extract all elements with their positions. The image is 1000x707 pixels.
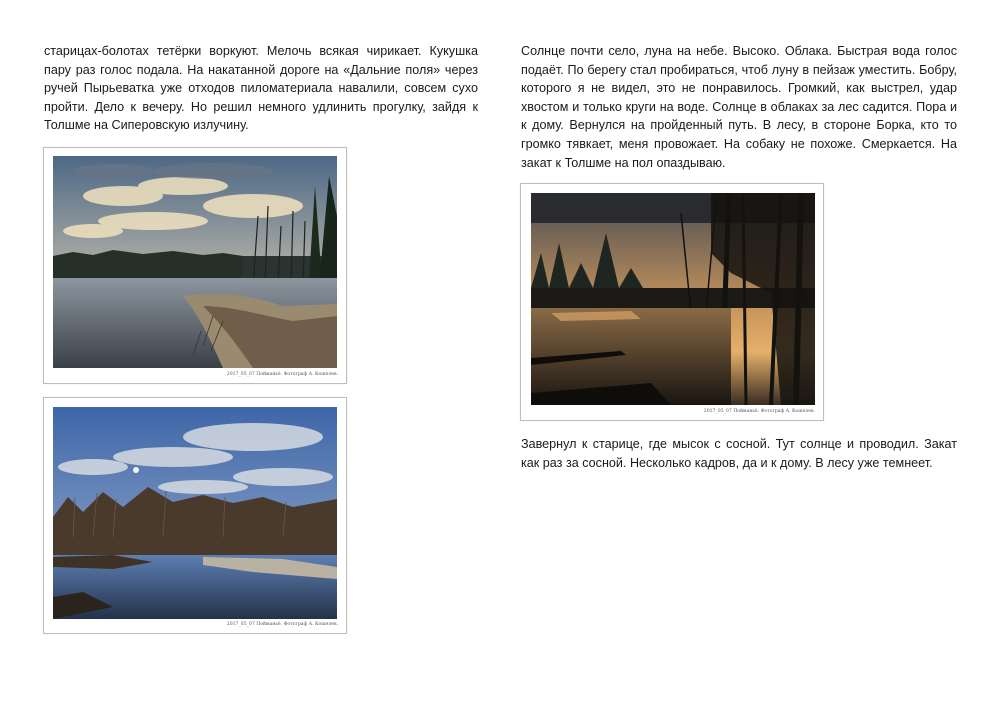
photo-caption-2: 2017_05_07 Пойманьё. Фотограф А. Кошелев. [226,622,338,627]
paragraph-sunset: Завернул к старице, где мысок с сосной. Тут солнце и проводил. Закат как раз за сосной. Несколько кадров, да и к дому. В лесу уже темнеет. [521,437,957,470]
river-bend-photo [53,156,337,368]
photo-frame-3 [520,183,824,421]
moon-river-photo [53,407,337,619]
forest-sunset-photo [531,193,815,405]
photo-caption-3: 2017_05_07 Пойманьё. Фотограф А. Кошелев. [703,409,815,414]
paragraph-intro: старицах-болотах тетёрки воркуют. Мелочь всякая чирикает. Кукушка пару раз голос подала. На накатанной дороге на «Дальние поля» через ручей Пырьеватка уже отходов пиломатериала навалили, совсем сухо пройти. Дело к вечеру. Но решил немного удлинить прогулку, зайдя к Толшме на Сиперовскую излучину. [44,44,478,133]
photo-frame-2 [43,397,347,634]
photo-frame-1 [43,147,347,384]
paragraph-evening-walk: Солнце почти село, луна на небе. Высоко. Облака. Быстрая вода голос подаёт. По берегу стал пробираться, чтоб луну в пейзаж уместить. Бобру, которого я не видел, это не понравилось. Громкий, как выстрел, удар хвостом и только круги на воде. Солнце в облаках за лес садится. Пора и к дому. Вернулся на пройденный путь. В лесу, в стороне Борка, кто то громко тявкает, меня провожает. На собаку не похоже. Смеркается. На закат к Толшме на пол опаздываю. [521,44,957,170]
photo-caption-1: 2017_05_07 Пойманьё. Фотограф А. Кошелев. [226,372,338,377]
